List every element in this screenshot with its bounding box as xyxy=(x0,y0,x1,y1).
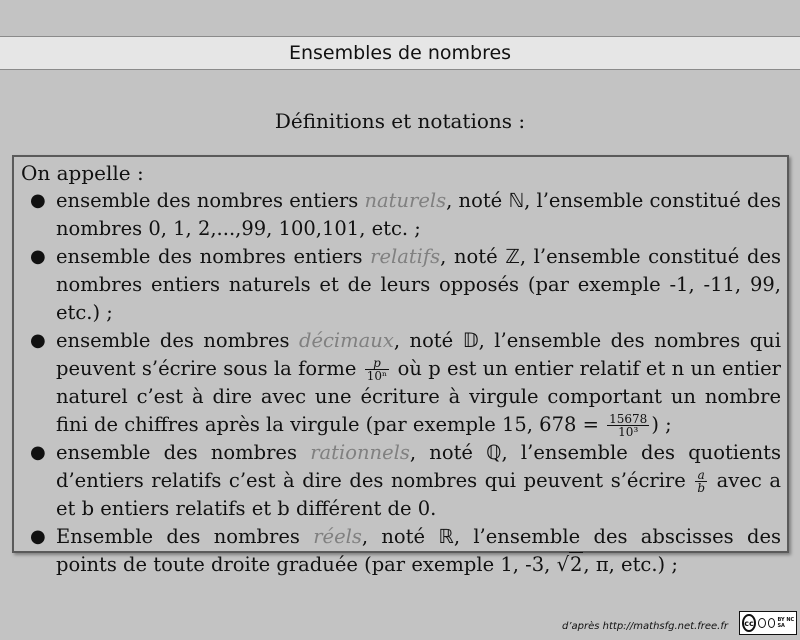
fraction-numerator: a xyxy=(695,469,707,482)
set-symbol-d: 𝔻 xyxy=(462,329,479,352)
fraction-a-over-b xyxy=(695,469,707,494)
fraction-p-over-10n xyxy=(365,357,389,382)
item-text: ensemble des nombres entiers xyxy=(56,245,371,268)
item-text: ensemble des nombres xyxy=(56,329,299,352)
list-item-reels xyxy=(14,523,787,579)
bullet-icon: ● xyxy=(30,190,46,211)
item-text: , l’ensemble constitué des nombres entiers naturels et de leurs opposés (par exemple -1, -11, 99, etc.) ; xyxy=(56,245,782,324)
item-text: , l’ensemble des nombres qui peuvent s’écrire sous la forme xyxy=(56,329,781,380)
item-text: , noté xyxy=(446,189,509,212)
footer-credit: d’après http://mathsfg.net.free.fr xyxy=(561,621,728,632)
fraction-denominator: 10³ xyxy=(618,425,639,439)
item-text: , l’ensemble des abscisses des points de toute droite graduée (par exemple 1, -3, xyxy=(56,525,781,576)
item-text: , noté xyxy=(409,441,487,464)
item-text: ensemble des nombres xyxy=(56,441,311,464)
item-text: , noté xyxy=(440,245,506,268)
keyword-decimaux: décimaux xyxy=(298,329,394,352)
item-text: Ensemble des nombres xyxy=(56,525,314,548)
set-symbol-z: ℤ xyxy=(505,245,520,268)
list-item-rationnels xyxy=(14,439,787,523)
fraction-15678-over-1000 xyxy=(607,413,649,438)
bullet-icon: ● xyxy=(30,246,46,267)
set-symbol-q: ℚ xyxy=(486,441,502,464)
item-text: ensemble des nombres entiers xyxy=(56,189,365,212)
by-icon xyxy=(758,618,766,628)
cc-icon: cc xyxy=(742,614,756,632)
item-text: , l’ensemble des quotients d’entiers relatifs c’est à dire des nombres qui peuvent s’écrire xyxy=(56,441,781,492)
list-item-naturels xyxy=(14,187,787,243)
set-symbol-r: ℝ xyxy=(438,525,454,548)
license-text: BY NC SA xyxy=(777,617,795,629)
keyword-relatifs: relatifs xyxy=(370,245,441,268)
bullet-icon: ● xyxy=(30,526,46,547)
section-subtitle: Définitions et notations : xyxy=(274,109,526,133)
item-text: ) ; xyxy=(651,413,672,436)
item-text: , noté xyxy=(393,329,463,352)
fraction-numerator: 15678 xyxy=(609,412,648,426)
fraction-numerator: p xyxy=(365,357,389,370)
item-text: avec a et b entiers relatifs et b différent de 0. xyxy=(56,469,781,520)
bullet-icon: ● xyxy=(30,442,46,463)
header-title-bar xyxy=(0,36,800,70)
definitions-box xyxy=(12,155,789,576)
sqrt-argument: 2 xyxy=(570,553,583,576)
bullet-icon: ● xyxy=(30,330,46,351)
fraction-denominator: 10ⁿ xyxy=(366,369,388,383)
item-text: , π, etc.) ; xyxy=(583,553,678,576)
nc-icon xyxy=(768,618,776,628)
keyword-naturels: naturels xyxy=(364,189,447,212)
item-text: , noté xyxy=(361,525,439,548)
item-text: , l’ensemble constitué des nombres 0, 1, 2,...,99, 100,101, etc. ; xyxy=(56,189,781,240)
keyword-reels: réels xyxy=(313,525,362,548)
page-title: Ensembles de nombres xyxy=(288,42,512,64)
list-item-relatifs xyxy=(14,243,787,327)
square-root-2 xyxy=(557,551,584,579)
keyword-rationnels: rationnels xyxy=(310,441,410,464)
list-item-decimaux xyxy=(14,327,787,439)
sqrt-sign: √ xyxy=(556,553,569,576)
license-badge xyxy=(739,611,797,635)
set-symbol-n: ℕ xyxy=(508,189,525,212)
item-text: où p est un entier relatif et n un entier naturel c’est à dire avec une écriture à virgule comportant un nombre fini de chiffres après la virgule (par exemple 15, 678 = xyxy=(56,357,781,436)
intro-text: On appelle : xyxy=(21,161,144,185)
fraction-denominator: b xyxy=(697,481,706,495)
definitions-list xyxy=(14,187,787,579)
